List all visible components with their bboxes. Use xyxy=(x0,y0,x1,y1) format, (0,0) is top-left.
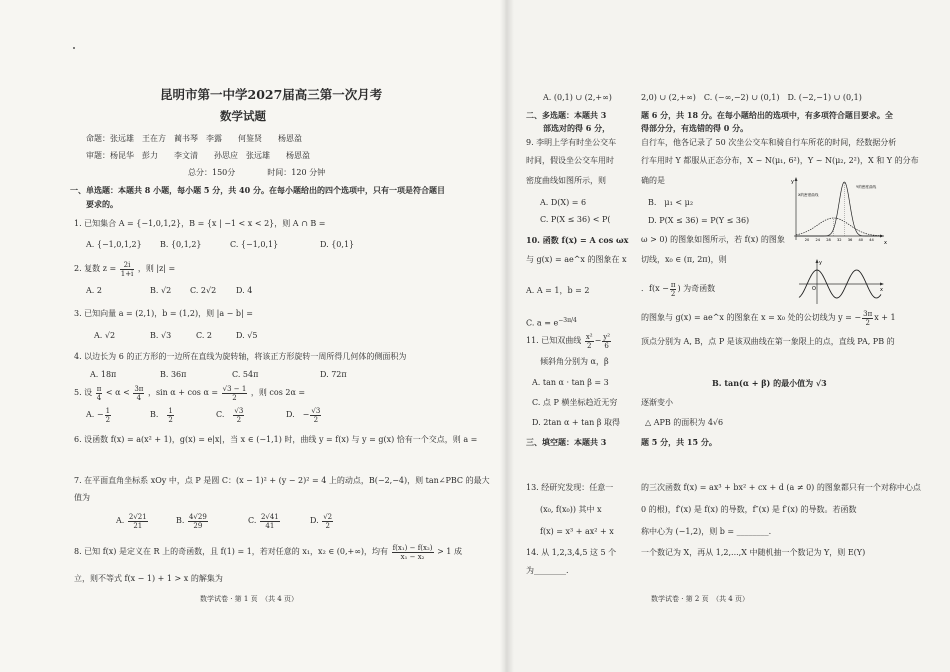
question-9-line-3: 密度曲线如图所示，则 xyxy=(526,176,606,185)
scan-speck xyxy=(73,47,75,49)
legend-y-curve: Y的密度曲线 xyxy=(856,185,877,189)
q11-option-b: B. tan(α + β) 的最小值为 √3 xyxy=(712,378,827,388)
q11-option-c-right: 逐渐变小 xyxy=(641,398,673,407)
q5-option-a xyxy=(86,406,112,424)
question-7: 7. 在平面直角坐标系 xOy 中，点 P 是圆 C：(x − 1)² + (y − 2)² = 4 上的动点，B(−2,−4)，则 tan∠PBC 的最大 xyxy=(74,476,490,485)
q5-a-num: 1 xyxy=(105,406,111,415)
q5-option-c xyxy=(216,406,245,424)
q10-b-part-b: 为奇函数 xyxy=(683,284,716,293)
question-10-line-2: 与 g(x) = ae^x 的图象在 x xyxy=(526,255,627,264)
q10-b-frac-den: 2 xyxy=(670,289,676,298)
q2-fraction xyxy=(120,261,135,278)
q5-part-c: ，sin α + cos α = xyxy=(147,388,219,397)
q5-part-a: 5. 设 xyxy=(74,388,93,397)
page-2-footer: 数学试卷 · 第 2 页 （共 4 页） xyxy=(651,595,749,603)
x-tick-label: 20 xyxy=(804,238,810,242)
q2-option-b: B. √2 xyxy=(150,286,172,295)
question-13-right: 的三次函数 f(x) = ax³ + bx² + cx + d (a ≠ 0) 的图象都只有一个对称中心点 xyxy=(641,483,921,492)
q11-option-d-right: △ APB 的面积为 4√6 xyxy=(645,418,724,427)
q7-b-num: 4√29 xyxy=(188,512,207,521)
q5-b-frac xyxy=(167,407,173,424)
q10-c-exp: −3π/4 xyxy=(558,317,577,324)
q7-option-b xyxy=(176,512,209,530)
legend-x-curve: X的密度曲线 xyxy=(798,193,819,197)
question-10-right-line-2: 切线，x₀ ∈ (π, 2π)，则 xyxy=(641,255,727,264)
q5-frac-1 xyxy=(96,385,103,402)
q7-b-label: B. xyxy=(176,516,185,525)
x-tick-label: 44 xyxy=(869,238,874,242)
q8-part-c: > 1 成 xyxy=(437,547,462,556)
q5-a-frac xyxy=(105,407,111,424)
section-3-header-right: 题 5 分，共 15 分。 xyxy=(641,437,717,447)
x-axis-label: x xyxy=(884,240,887,246)
q7-option-c xyxy=(248,512,281,530)
q7-b-frac xyxy=(188,513,208,530)
reviewers: 审题：杨昆华 彭力 李文清 孙思应 张远雄 杨恩盈 xyxy=(86,151,310,160)
q8-frac-num: f(x₁) − f(x₂) xyxy=(392,543,433,552)
question-13-line-2: (x₀, f(x₀)) 其中 x xyxy=(540,505,602,514)
q11-frac-2 xyxy=(602,333,611,350)
q5-part-b: < α < xyxy=(105,388,130,397)
question-14: 14. 从 1,2,3,4,5 这 5 个 xyxy=(526,548,617,557)
q7-option-a xyxy=(116,512,149,530)
cos-y-label: y xyxy=(819,260,822,266)
section-1-header-cont: 要求的。 xyxy=(86,199,118,209)
q7-c-frac xyxy=(260,513,280,530)
x-tick-label: 28 xyxy=(826,238,831,242)
q5-frac-2 xyxy=(133,385,144,402)
q11-frac-1-den: 2 xyxy=(586,341,592,350)
q9-option-a: A. D(X) = 6 xyxy=(540,198,587,207)
page-fold-shadow xyxy=(500,0,514,672)
question-14-line-2: 为________. xyxy=(526,566,569,575)
q10-option-d xyxy=(641,309,896,327)
q1-option-c: C. {−1,0,1} xyxy=(230,240,279,249)
q10-d-frac xyxy=(862,310,873,327)
question-13-right-line-3: 称中心为 (−1,2)，则 b = ________. xyxy=(641,527,772,536)
section-2-header-right: 题 6 分，共 18 分。在每小题给出的选项中，有多项符合题目要求。全 xyxy=(641,110,893,120)
q5-frac-1-den: 4 xyxy=(96,393,102,402)
q7-b-den: 29 xyxy=(193,521,203,530)
x-tick-label: 32 xyxy=(837,238,842,242)
q8-frac xyxy=(392,544,434,561)
density-curve-x xyxy=(796,218,882,236)
q5-d-label: D. xyxy=(286,410,295,419)
q8-part-a: 8. 已知 f(x) 是定义在 R 上的奇函数，且 f(1) = 1，若对任意的 x₁，x₂ ∈ (0,+∞)，均有 xyxy=(74,547,389,556)
question-13: 13. 经研究发现：任意一 xyxy=(526,483,614,492)
q5-b-label: B. xyxy=(150,410,159,419)
q5-frac-3-num: √3 − 1 xyxy=(222,384,247,393)
q2-option-a: A. 2 xyxy=(86,286,102,295)
q1-option-b: B. {0,1,2} xyxy=(160,240,202,249)
score-time: 总分：150分 时间：120 分钟 xyxy=(188,168,326,177)
q11-frac-2-den: 6 xyxy=(604,341,609,350)
q10-b-frac xyxy=(670,281,677,298)
q7-a-den: 21 xyxy=(133,521,143,530)
q3-option-d: D. √5 xyxy=(236,331,258,340)
q11-option-d: D. 2tan α + tan β 取得 xyxy=(532,418,621,427)
cos-x-arrow-icon xyxy=(880,283,884,286)
question-14-right: 一个数记为 X，再从 1,2,...,X 中随机抽一个数记为 Y，则 E(Y) xyxy=(641,548,866,557)
question-7-cont: 值为 xyxy=(74,493,90,502)
section-1-header: 一、单选题：本题共 8 小题，每小题 5 分，共 40 分。在每小题给出的四个选项中，只有一项是符合题目 xyxy=(70,185,445,195)
q9-option-d: D. P(X ≤ 36) = P(Y ≤ 36) xyxy=(648,216,750,225)
section-2-header-cont: 部选对的得 6 分， xyxy=(543,123,611,133)
question-10: 10. 函数 f(x) = A cos ωx xyxy=(526,235,629,245)
cosine-function-graph xyxy=(795,258,885,306)
q5-frac-2-num: 3π xyxy=(134,384,144,393)
q7-d-label: D. xyxy=(310,516,319,525)
q5-frac-1-num: π xyxy=(96,384,102,393)
q11-option-c: C. 点 P 横坐标趋近无穷 xyxy=(532,398,618,407)
q7-c-den: 41 xyxy=(265,521,275,530)
q10-d-part-a: 的图象与 g(x) = ae^x 的图象在 x = x₀ 处的公切线为 y = − xyxy=(641,313,862,322)
q5-c-num: √3 xyxy=(234,406,244,415)
q10-c-base: C. a = e xyxy=(526,318,559,328)
question-13-line-3: f(x) = x³ + ax² + x xyxy=(540,527,614,536)
q7-option-d xyxy=(310,512,334,530)
question-6: 6. 设函数 f(x) = a(x² + 1)，g(x) = e|x|，当 x ∈ (−1,1) 时，曲线 y = f(x) 与 y = g(x) 恰有一个交点，则 a = xyxy=(74,435,478,444)
q5-frac-3-den: 2 xyxy=(232,393,237,402)
question-8-cont: 立，则不等式 f(x − 1) + 1 > x 的解集为 xyxy=(74,574,223,583)
q7-c-num: 2√41 xyxy=(260,512,279,521)
y-axis-label: y xyxy=(791,179,794,185)
question-9: 9. 李明上学有时坐公交车 xyxy=(526,138,617,147)
density-curve-chart xyxy=(788,174,888,246)
section-3-header: 三、填空题：本题共 3 xyxy=(526,437,607,447)
q5-d-sign: − xyxy=(302,410,310,419)
q2-option-c: C. 2√2 xyxy=(190,286,217,295)
question-11-right: 顶点分别为 A, B，点 P 是该双曲线在第一象限上的点，直线 PA, PB 的 xyxy=(641,337,895,346)
question-11-line-2: 倾斜角分别为 α，β xyxy=(540,357,609,366)
q3-option-c: C. 2 xyxy=(196,331,213,340)
q8-frac-den: x₁ − x₂ xyxy=(400,552,425,561)
q10-option-b: ．f(x − $\frac{\pi}{2}$ ) 为奇函数 xyxy=(641,280,716,298)
q7-c-label: C. xyxy=(248,516,257,525)
q11-part-a: 11. 已知双曲线 xyxy=(526,336,582,345)
q11-frac-1 xyxy=(585,333,594,350)
q3-option-a: A. √2 xyxy=(94,331,116,340)
section-2-header-right-cont: 得部分分，有选错的得 0 分。 xyxy=(641,123,749,133)
q4-option-b: B. 36π xyxy=(160,370,187,379)
q4-option-d: D. 72π xyxy=(320,370,347,379)
q11-frac-1-num: x² xyxy=(585,332,593,341)
q5-b-num: 1 xyxy=(168,406,173,415)
exam-title: 昆明市第一中学2027届高三第一次月考 xyxy=(160,87,383,102)
q10-option-a: A. A = 1，b = 2 xyxy=(526,286,590,295)
q5-a-label: A. xyxy=(86,410,95,419)
q5-part-d: ，则 cos 2α = xyxy=(250,388,306,397)
q2-frac-num: 2i xyxy=(120,261,135,270)
q5-option-b xyxy=(150,406,175,424)
q2-prefix: 2. 复数 z = xyxy=(74,264,117,273)
propositioners: 命题：张远雄 王在方 蔺书琴 李露 何鉴贤 杨恩盈 xyxy=(86,134,302,143)
q7-d-num: √2 xyxy=(323,512,333,521)
question-9-right-line-2: 行车用时 Y 都服从正态分布，X ~ N(μ₁, 6²)，Y ~ N(μ₂, 2²)，X 和 Y 的分布 xyxy=(641,156,919,165)
q5-frac-3 xyxy=(222,385,248,402)
q5-c-label: C. xyxy=(216,410,225,419)
q7-a-label: A. xyxy=(116,516,125,525)
q5-d-frac xyxy=(310,407,321,424)
section-2-header: 二、多选题：本题共 3 xyxy=(526,110,607,120)
q10-d-frac-num: 3π xyxy=(863,309,873,318)
q7-d-frac xyxy=(322,513,333,530)
q11-frac-2-num: y² xyxy=(603,332,611,341)
q10-option-c xyxy=(526,316,577,329)
q5-frac-2-den: 4 xyxy=(136,393,142,402)
subject-title: 数学试题 xyxy=(220,109,266,123)
q9-option-c: C. P(X ≤ 36) < P( xyxy=(540,215,611,224)
question-11: 11. 已知双曲线 $\frac{\text{x²}}{2}$ − $\frac{\text{y²}}{6}$ xyxy=(526,332,611,350)
q5-c-den: 2 xyxy=(236,415,242,424)
page-1-footer: 数学试卷 · 第 1 页 （共 4 页） xyxy=(200,595,298,603)
question-4: 4. 以边长为 6 的正方形的一边所在直线为旋转轴，将该正方形旋转一周所得几何体的侧面积为 xyxy=(74,352,407,361)
cos-x-label: x xyxy=(880,287,883,293)
q8-option-a: A. (0,1) ∪ (2,+∞) xyxy=(543,93,612,102)
q5-option-d xyxy=(286,406,322,424)
q2-suffix: ，则 |z| = xyxy=(137,264,176,273)
x-tick-label: 36 xyxy=(847,238,853,242)
q7-d-den: 2 xyxy=(325,521,330,530)
question-5 xyxy=(74,384,305,402)
q5-a-den: 2 xyxy=(105,415,111,424)
question-13-right-line-2: 0 的根)，f′(x) 是 f(x) 的导数，f″(x) 是 f′(x) 的导数。若函数 xyxy=(641,505,857,514)
question-3: 3. 已知向量 a = (2,1)，b = (1,2)，则 |a − b| = xyxy=(74,309,253,318)
q4-option-c: C. 54π xyxy=(232,370,259,379)
q1-option-d: D. {0,1} xyxy=(320,240,355,249)
y-axis-arrow-icon xyxy=(795,177,798,181)
q7-a-frac xyxy=(128,513,148,530)
x-tick-label: 24 xyxy=(815,238,821,242)
question-9-right: 自行车，他各记录了 50 次坐公交车和骑自行车所花的时间，经数据分析 xyxy=(641,138,897,147)
q11-option-a: A. tan α · tan β = 3 xyxy=(532,378,609,387)
q10-b-part-a: ．f xyxy=(641,284,652,293)
q5-b-den: 2 xyxy=(168,415,173,424)
q4-option-a: A. 18π xyxy=(90,370,117,379)
q8-options-bcd: 2,0) ∪ (2,+∞) C. (−∞,−2) ∪ (0,1) D. (−2,−1) ∪ (0,1) xyxy=(641,93,862,102)
q10-d-part-b: x + 1 xyxy=(874,313,896,322)
density-curve-y xyxy=(796,182,882,236)
question-2 xyxy=(74,260,175,278)
q9-option-b: B. μ₁ < μ₂ xyxy=(648,198,694,207)
question-9-line-2: 时间，假设坐公交车用时 xyxy=(526,156,614,165)
question-1: 1. 已知集合 A = {−1,0,1,2}，B = {x | −1 < x < 2}，则 A ∩ B = xyxy=(74,219,326,228)
cos-origin-label: O xyxy=(812,286,816,292)
q1-option-a: A. {−1,0,1,2} xyxy=(86,240,142,249)
q2-option-d: D. 4 xyxy=(236,286,253,295)
question-8 xyxy=(74,543,462,561)
q3-option-b: B. √3 xyxy=(150,331,172,340)
x-tick-label: 40 xyxy=(858,238,864,242)
q5-d-num: √3 xyxy=(311,406,321,415)
q5-c-frac xyxy=(233,407,244,424)
q2-frac-den: 1+i xyxy=(120,269,134,278)
q5-a-sign: − xyxy=(96,410,104,419)
q7-a-num: 2√21 xyxy=(128,512,147,521)
q10-d-frac-den: 2 xyxy=(865,318,870,327)
question-9-right-line-3: 确的是 xyxy=(641,176,665,185)
question-10-right: ω > 0) 的图象如图所示，若 f(x) 的图象 xyxy=(641,235,785,244)
q5-d-den: 2 xyxy=(313,415,319,424)
q10-b-frac-num: π xyxy=(670,280,676,289)
